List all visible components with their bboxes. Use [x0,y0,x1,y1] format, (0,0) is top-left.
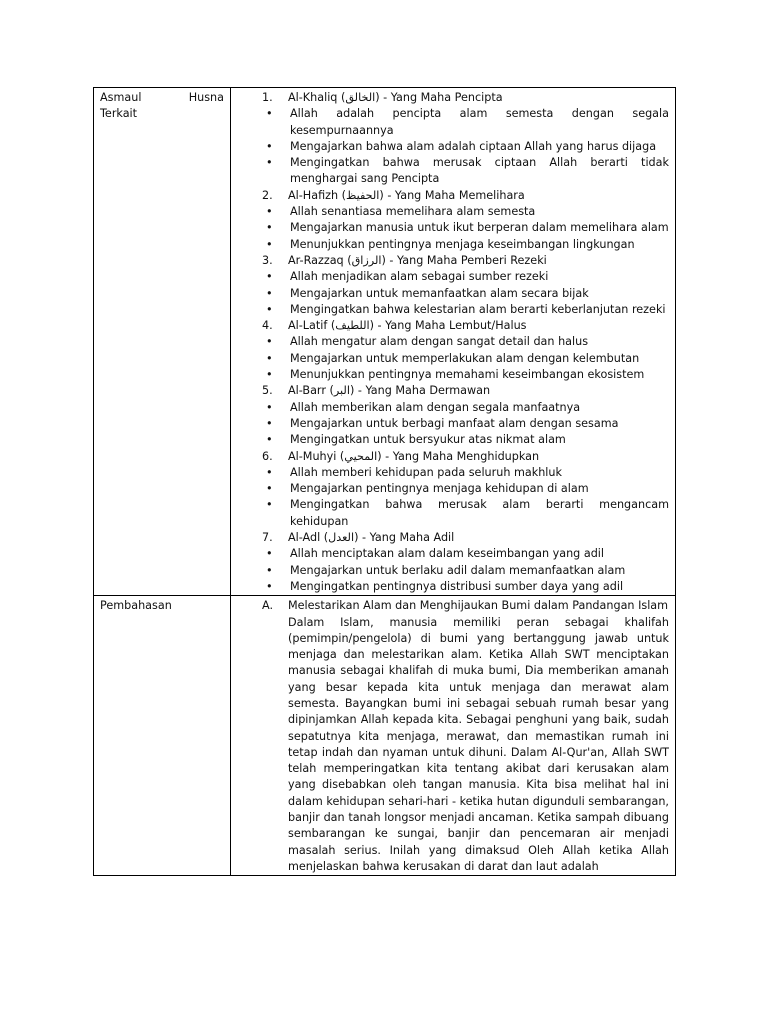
numbered-item [237,253,669,269]
bullet-text: Allah memberikan alam dengan segala manfaatnya [290,400,581,414]
bullet-item [237,579,669,595]
list-number: 2. [262,188,273,202]
row-label-cell [94,596,231,876]
bullet-text: Mengingatkan bahwa kelestarian alam berarti keberlanjutan rezeki [290,302,666,316]
numbered-item [237,449,669,465]
list-number: 5. [262,384,273,398]
bullet-text: Mengajarkan untuk berbagi manfaat alam dengan sesama [290,416,619,430]
bullet-marker: • [266,156,273,170]
numbered-item [237,530,669,546]
bullet-item [237,286,669,302]
bullet-marker: • [266,205,273,219]
row-label: Pembahasan [100,599,172,613]
row-label: Terkait [100,107,138,121]
bullet-text: Menunjukkan pentingnya menjaga keseimbangan lingkungan [290,237,635,251]
bullet-item [237,367,669,383]
heading-text: Melestarikan Alam dan Menghijaukan Bumi dalam Pandangan Islam [288,599,669,613]
bullet-text: Allah mengatur alam dengan sangat detail dan halus [290,335,589,349]
bullet-item [237,334,669,350]
bullet-marker: • [266,351,273,365]
bullet-marker: • [266,302,273,316]
bullet-text: Allah memberi kehidupan pada seluruh makhluk [290,465,562,479]
bullet-marker: • [266,237,273,251]
bullet-marker: • [266,107,273,121]
bullet-item [237,237,669,253]
bullet-item [237,563,669,579]
bullet-item [237,302,669,318]
bullet-item [237,465,669,481]
numbered-item [237,318,669,334]
numbered-item [237,188,669,204]
list-number: 1. [262,91,273,104]
bullet-item [237,204,669,220]
list-number: 6. [262,449,273,463]
bullet-item [237,139,669,155]
list-number: A. [262,599,274,613]
numbered-item [237,383,669,399]
table-body [94,88,676,876]
heading-text: Al-Latif (اللطيف) - Yang Maha Lembut/Halus [288,319,527,333]
bullet-item [237,416,669,432]
heading-text: Al-Adl (العدل) - Yang Maha Adil [288,531,455,545]
row-label-cell [94,88,231,596]
table-row [94,88,676,596]
bullet-item [237,351,669,367]
numbered-item [237,90,669,106]
bullet-item [237,220,669,236]
bullet-text: Mengingatkan bahwa merusak alam berarti mengancam kehidupan [290,498,669,528]
bullet-text: Allah menjadikan alam sebagai sumber rezeki [290,270,549,284]
bullet-marker: • [266,433,273,447]
bullet-text: Mengajarkan pentingnya menjaga kehidupan di alam [290,482,589,496]
row-content-cell [231,596,676,876]
bullet-text: Mengajarkan untuk memperlakukan alam dengan kelembutan [290,351,640,365]
bullet-marker: • [266,270,273,284]
list-number: 7. [262,531,273,545]
bullet-item [237,269,669,285]
row-label: Asmaul Husna [100,91,224,104]
bullet-marker: • [266,482,273,496]
bullet-text: Allah menciptakan alam dalam keseimbangan yang adil [290,547,605,561]
bullet-marker: • [266,563,273,577]
bullet-item [237,497,669,530]
bullet-marker: • [266,335,273,349]
bullet-text: Allah senantiasa memelihara alam semesta [290,205,536,219]
bullet-marker: • [266,498,273,512]
heading-text: Al-Hafizh (الحفيظ) - Yang Maha Memelihara [288,188,525,202]
bullet-text: Mengajarkan manusia untuk ikut berperan dalam memelihara alam [290,221,669,235]
bullet-marker: • [266,286,273,300]
heading-text: Al-Khaliq (الخالق) - Yang Maha Pencipta [288,91,503,104]
bullet-text: Allah adalah pencipta alam semesta dengan segala kesempurnaannya [290,107,669,137]
bullet-marker: • [266,416,273,430]
heading-text: Ar-Razzaq (الرزاق) - Yang Maha Pemberi Rezeki [288,253,547,267]
bullet-item [237,400,669,416]
bullet-text: Mengingatkan bahwa merusak ciptaan Allah berarti tidak menghargai sang Pencipta [290,156,669,186]
row-content-cell [231,88,676,596]
content-table [93,87,676,876]
list-number: 4. [262,319,273,333]
bullet-item [237,481,669,497]
numbered-item [237,598,669,614]
bullet-item [237,546,669,562]
bullet-text: Mengajarkan untuk memanfaatkan alam secara bijak [290,286,589,300]
bullet-marker: • [266,400,273,414]
heading-text: Al-Barr (البر) - Yang Maha Dermawan [288,384,491,398]
heading-text: Al-Muhyi (المحيي) - Yang Maha Menghidupkan [288,449,540,463]
bullet-marker: • [266,221,273,235]
bullet-marker: • [266,579,273,593]
body-paragraph: Dalam Islam, manusia memiliki peran sebagai khalifah (pemimpin/pengelola) di bumi yang bertanggung jawab untuk menjaga dan melestarikan alam. Ketika Allah SWT menciptakan manusia sebagai khalifah di muka bumi, Dia memberikan amanah yang besar kepada kita untuk menjaga dan merawat alam semesta. Bayangkan bumi ini sebagai sebuah rumah besar yang dipinjamkan Allah kepada kita. Sebagai penghuni yang baik, sudah sepatutnya kita menjaga, merawat, dan memastikan rumah ini tetap indah dan nyaman untuk dihuni. Dalam Al-Qur'an, Allah SWT telah memperingatkan kita tentang akibat dari kerusakan alam yang disebabkan oleh tangan manusia. Kita bisa melihat hal ini dalam kehidupan sehari-hari - ketika hutan digunduli sembarangan, banjir dan tanah longsor menjadi ancaman. Ketika sampah dibuang sembarangan ke sungai, banjir dan pencemaran air menjadi masalah serius. Inilah yang dimaksud Oleh Allah ketika Allah menjelaskan bahwa kerusakan di darat dan laut adalah [288,615,669,873]
bullet-item [237,432,669,448]
bullet-marker: • [266,547,273,561]
bullet-text: Mengingatkan pentingnya distribusi sumber daya yang adil [290,579,624,593]
table-row [94,596,676,876]
bullet-text: Mengajarkan bahwa alam adalah ciptaan Allah yang harus dijaga [290,139,657,153]
bullet-text: Mengingatkan untuk bersyukur atas nikmat alam [290,433,566,447]
bullet-item [237,106,669,139]
bullet-marker: • [266,465,273,479]
bullet-text: Menunjukkan pentingnya memahami keseimbangan ekosistem [290,368,645,382]
bullet-marker: • [266,139,273,153]
bullet-item [237,155,669,188]
bullet-text: Mengajarkan untuk berlaku adil dalam memanfaatkan alam [290,563,626,577]
list-number: 3. [262,253,273,267]
bullet-marker: • [266,368,273,382]
